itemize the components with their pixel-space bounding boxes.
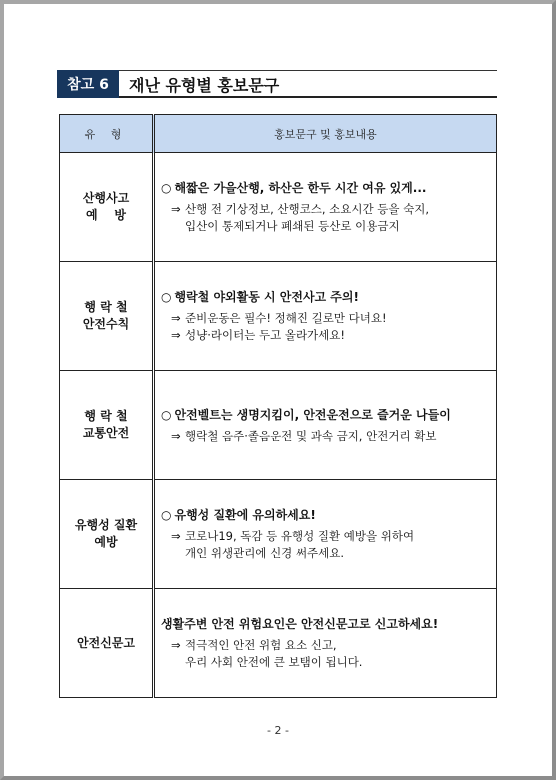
circle-bullet-icon: ○	[161, 407, 172, 422]
row-detail	[161, 310, 492, 327]
row-detail-line: 개인 위생관리에 신경 써주세요.	[185, 546, 345, 560]
double-arrow-icon: ⇒	[171, 328, 181, 342]
table-row	[60, 371, 497, 480]
row-detail	[161, 327, 492, 344]
row-type-line: 행 락 철	[84, 409, 128, 423]
table-row	[60, 480, 497, 589]
double-arrow-icon: ⇒	[171, 311, 181, 325]
row-detail-line: 준비운동은 필수! 정해진 길로만 다녀요!	[185, 311, 387, 325]
row-detail-line: 행락철 음주·졸음운전 및 과속 금지, 안전거리 확보	[185, 428, 437, 443]
row-detail-line: 성냥·라이터는 두고 올라가세요!	[185, 328, 345, 342]
page-number: - 2 -	[267, 724, 289, 737]
row-detail	[161, 528, 492, 562]
row-headline	[161, 506, 492, 524]
table-row	[60, 262, 497, 371]
table-row	[60, 153, 497, 262]
row-type-line: 예방	[94, 535, 118, 549]
row-detail	[161, 201, 492, 235]
table-header-row	[60, 115, 497, 153]
table-row	[60, 589, 497, 698]
double-arrow-icon: ⇒	[171, 202, 181, 216]
row-type	[60, 589, 154, 698]
row-headline	[161, 615, 492, 633]
reference-badge: 참고 6	[57, 70, 119, 98]
circle-bullet-icon: ○	[161, 508, 172, 522]
row-detail-line: 코로나19, 독감 등 유행성 질환 예방을 위하여	[185, 529, 415, 543]
header-content: 홍보문구 및 홍보내용	[154, 115, 497, 153]
row-detail-line: 산행 전 기상정보, 산행코스, 소요시간 등을 숙지,	[185, 202, 429, 216]
row-detail-line: 적극적인 안전 위험 요소 신고,	[185, 638, 337, 652]
title-rule-bottom	[119, 96, 497, 98]
row-headline	[161, 179, 492, 197]
row-content	[154, 153, 497, 262]
page-title: 재난 유형별 홍보문구	[129, 75, 280, 95]
row-headline-text: 생활주변 안전 위험요인은 안전신문고로 신고하세요!	[161, 617, 439, 631]
row-content	[154, 589, 497, 698]
row-headline	[161, 406, 492, 424]
double-arrow-icon: ⇒	[171, 638, 181, 652]
row-detail-line: 우리 사회 안전에 큰 보탬이 됩니다.	[185, 655, 363, 669]
row-detail	[161, 428, 492, 445]
circle-bullet-icon: ○	[161, 181, 172, 195]
row-type	[60, 480, 154, 589]
row-type-line: 교통안전	[82, 426, 130, 440]
row-type	[60, 262, 154, 371]
row-type-line: 행 락 철	[84, 300, 128, 314]
double-arrow-icon: ⇒	[171, 529, 181, 543]
header-type: 유 형	[60, 115, 154, 153]
row-type-line: 예 방	[86, 208, 126, 222]
row-type	[60, 153, 154, 262]
row-type-line: 안전수칙	[82, 317, 130, 331]
row-headline-text: 안전벨트는 생명지킴이, 안전운전으로 즐거운 나들이	[174, 407, 451, 422]
row-type-line: 산행사고	[82, 191, 130, 205]
double-arrow-icon: ⇒	[171, 428, 181, 443]
row-content	[154, 480, 497, 589]
row-headline-text: 해짧은 가을산행, 하산은 한두 시간 여유 있게...	[174, 181, 427, 195]
circle-bullet-icon: ○	[161, 290, 172, 304]
row-type-line: 유행성 질환	[74, 518, 138, 532]
section-title	[57, 70, 497, 98]
row-detail	[161, 637, 492, 671]
row-content	[154, 262, 497, 371]
row-detail-line: 입산이 통제되거나 폐쇄된 등산로 이용금지	[185, 219, 400, 233]
row-headline-text: 유행성 질환에 유의하세요!	[174, 508, 316, 522]
row-type	[60, 371, 154, 480]
row-headline	[161, 288, 492, 306]
row-headline-text: 행락철 야외활동 시 안전사고 주의!	[174, 290, 359, 304]
promo-phrase-table	[59, 114, 497, 698]
row-content	[154, 371, 497, 480]
row-type-line: 안전신문고	[77, 635, 135, 650]
